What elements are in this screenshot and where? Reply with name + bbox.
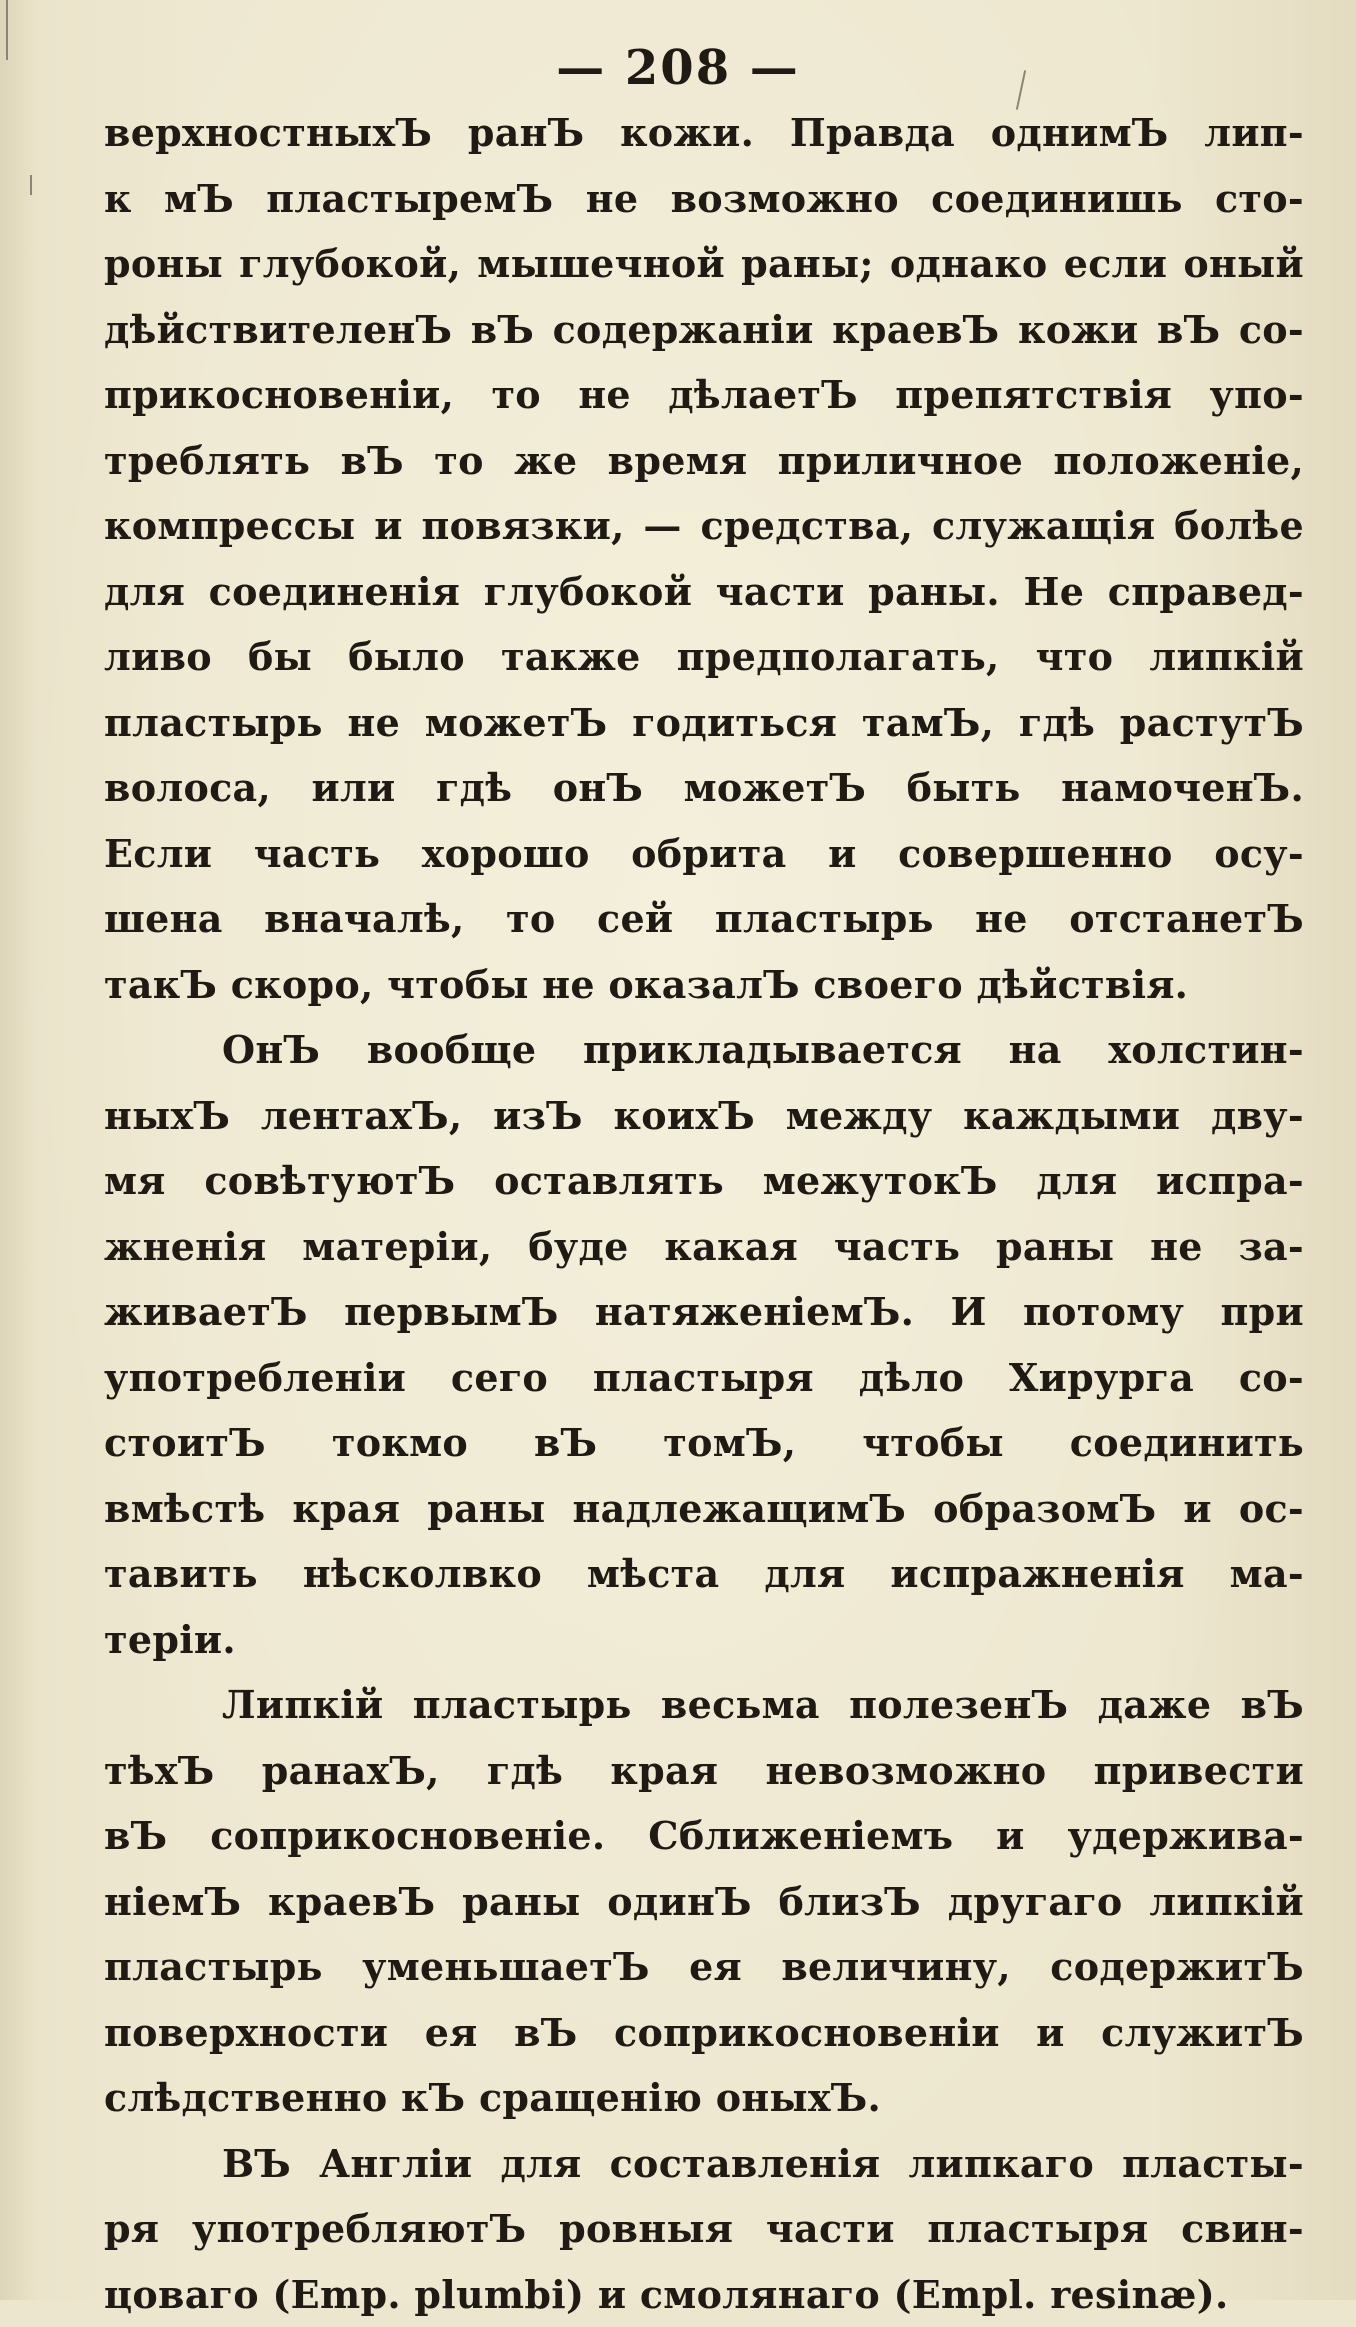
text-line: такЪ скоро, чтобы не оказалЪ своего дѣйствія. (104, 952, 1304, 1018)
text-line: слѣдственно кЪ сращенію оныхЪ. (104, 2065, 1304, 2131)
body-text (104, 100, 1304, 2327)
text-line: жненія матеріи, буде какая часть раны не за- (104, 1214, 1304, 1280)
text-line: дѣйствителенЪ вЪ содержаніи краевЪ кожи вЪ со- (104, 297, 1304, 363)
text-line: пластырь уменьшаетЪ ея величину, содержитЪ (104, 1934, 1304, 2000)
text-line: компрессы и повязки, — средства, служащія болѣе (104, 493, 1304, 559)
text-line: Липкій пластырь весьма полезенЪ даже вЪ (104, 1672, 1304, 1738)
text-line: ВЪ Англіи для составленія липкаго пласты- (104, 2131, 1304, 2197)
text-line: вЪ соприкосновеніе. Сближеніемъ и удержива- (104, 1803, 1304, 1869)
text-line: поверхности ея вЪ соприкосновеніи и служитЪ (104, 2000, 1304, 2066)
text-line: пластырь не можетЪ годиться тамЪ, гдѣ растутЪ (104, 690, 1304, 756)
text-line: живаетЪ первымЪ натяженіемЪ. И потому при (104, 1279, 1304, 1345)
text-line: верхностныхЪ ранЪ кожи. Правда однимЪ лип- (104, 100, 1304, 166)
text-line: цоваго (Emp. plumbi) и смолянаго (Empl. resinæ). (104, 2262, 1304, 2327)
text-line: ніемЪ краевЪ раны одинЪ близЪ другаго липкій (104, 1869, 1304, 1935)
text-line: ря употребляютЪ ровныя части пластыря свин- (104, 2196, 1304, 2262)
text-line: шена вначалѣ, то сей пластырь не отстанетЪ (104, 886, 1304, 952)
text-line: прикосновеніи, то не дѣлаетЪ препятствія упо- (104, 362, 1304, 428)
text-line: тѣхЪ ранахЪ, гдѣ края невозможно привести (104, 1738, 1304, 1804)
text-line: треблять вЪ то же время приличное положеніе, (104, 428, 1304, 494)
text-line: ливо бы было также предполагать, что липкій (104, 624, 1304, 690)
text-line: ОнЪ вообще прикладывается на холстин- (104, 1017, 1304, 1083)
text-line: роны глубокой, мышечной раны; однако если оный (104, 231, 1304, 297)
page-edge-mark (30, 175, 32, 195)
text-line: ныхЪ лентахЪ, изЪ коихЪ между каждыми дву- (104, 1083, 1304, 1149)
text-line: употребленіи сего пластыря дѣло Хирурга со- (104, 1345, 1304, 1411)
text-line: для соединенія глубокой части раны. Не справед- (104, 559, 1304, 625)
text-line: мя совѣтуютЪ оставлять межутокЪ для испра- (104, 1148, 1304, 1214)
text-line: Если часть хорошо обрита и совершенно осу- (104, 821, 1304, 887)
text-line: волоса, или гдѣ онЪ можетЪ быть намоченЪ. (104, 755, 1304, 821)
text-line: стоитЪ токмо вЪ томЪ, чтобы соединить (104, 1410, 1304, 1476)
text-line: тавить нѣсколвко мѣста для испражненія ма- (104, 1541, 1304, 1607)
text-line: теріи. (104, 1607, 1304, 1673)
text-line: к мЪ пластыремЪ не возможно соединишь сто- (104, 166, 1304, 232)
page-number-header: — 208 — (0, 40, 1356, 96)
text-line: вмѣстѣ края раны надлежащимЪ образомЪ и ос- (104, 1476, 1304, 1542)
